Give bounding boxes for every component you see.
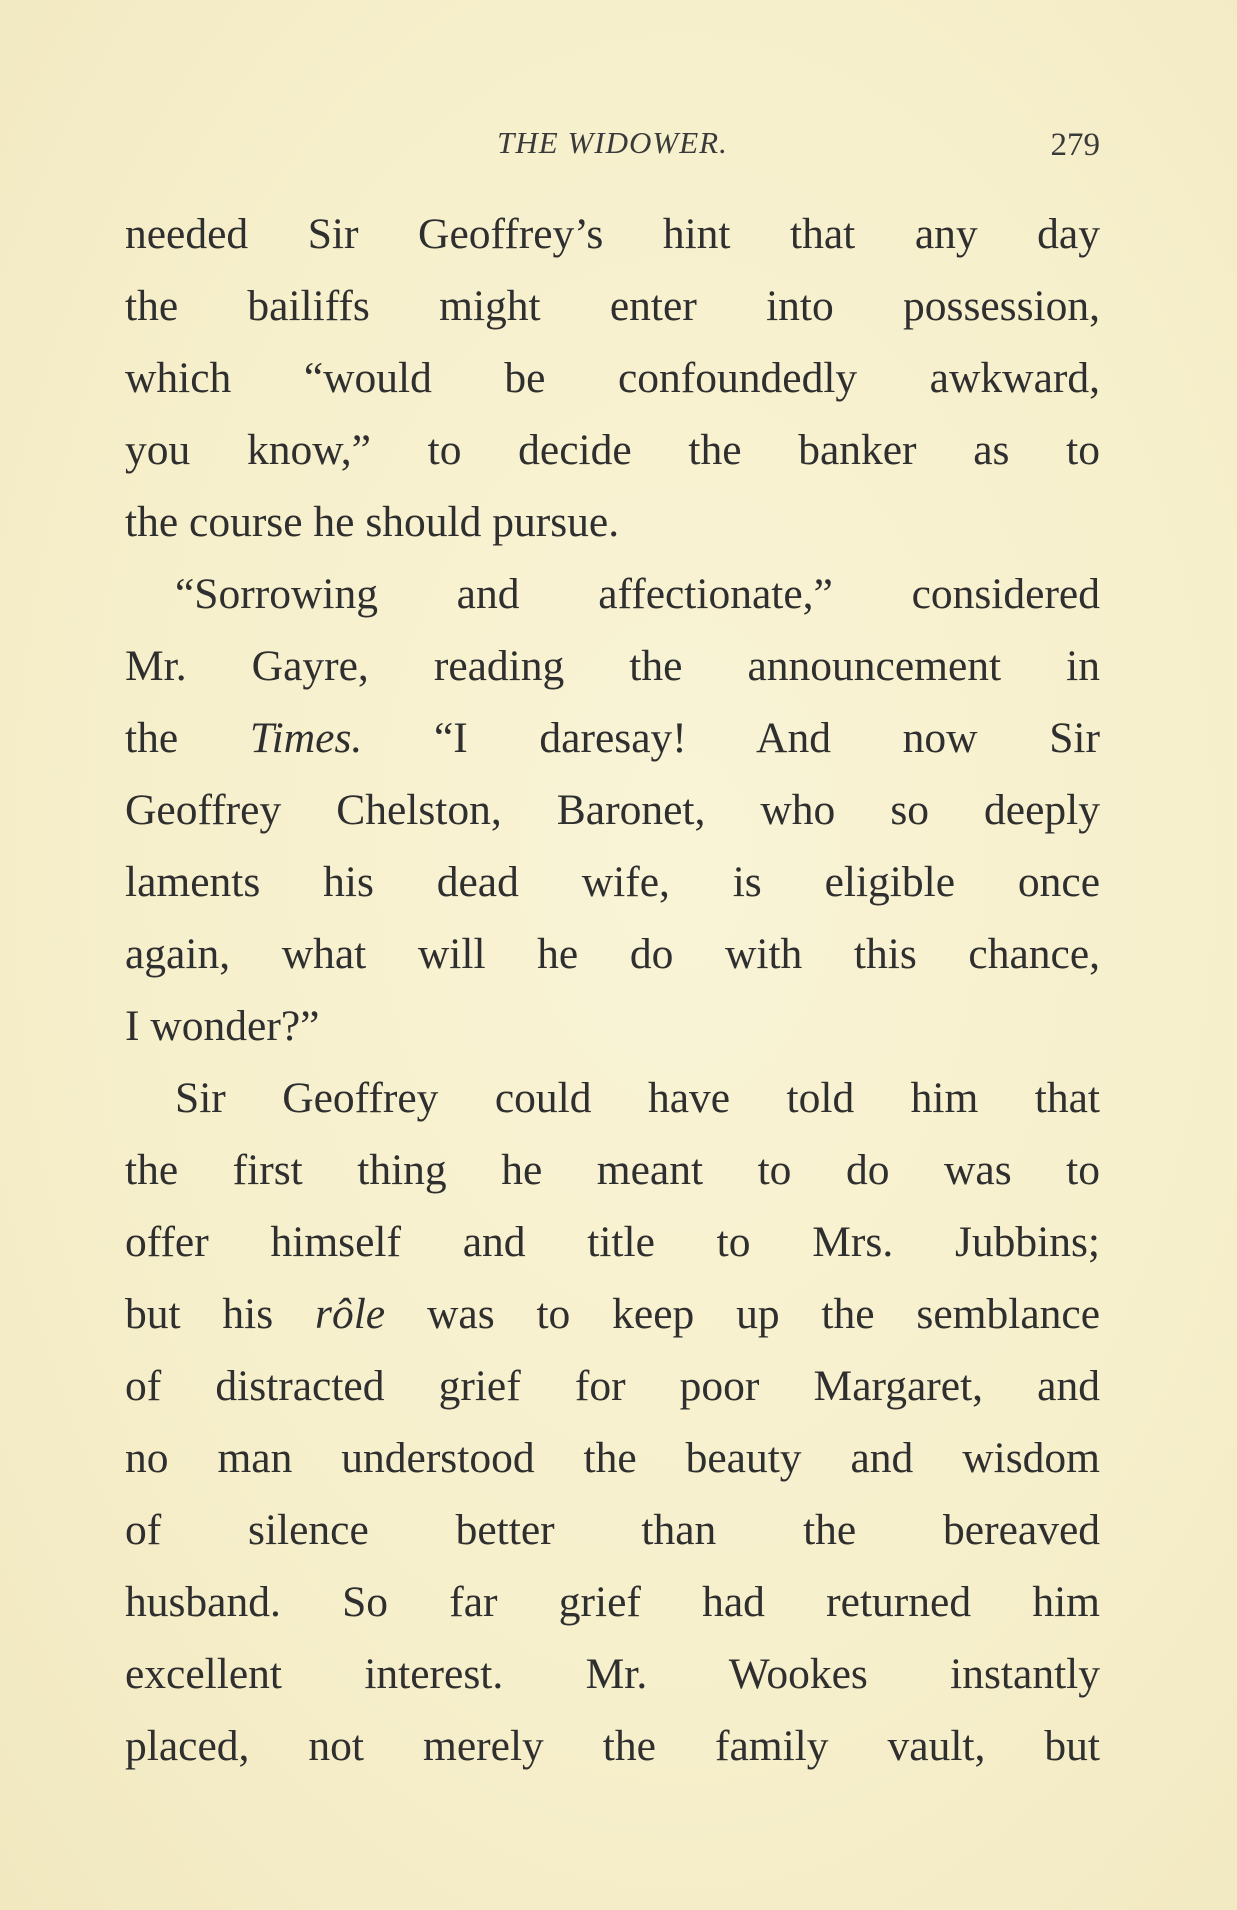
text-line bbox=[125, 414, 1100, 486]
text-segment: husband. So far grief had returned him bbox=[125, 1578, 1100, 1626]
text-line bbox=[125, 846, 1100, 918]
text-line bbox=[125, 342, 1100, 414]
text-segment: “I daresay! And now Sir bbox=[362, 714, 1100, 762]
text-segment: Sir Geoffrey could have told him that bbox=[175, 1074, 1100, 1122]
text-segment: placed, not merely the family vault, but bbox=[125, 1722, 1100, 1770]
text-line bbox=[125, 1638, 1100, 1710]
text-line bbox=[125, 558, 1100, 630]
text-line bbox=[125, 1422, 1100, 1494]
running-head bbox=[125, 125, 1100, 175]
text-segment: the bailiffs might enter into possession, bbox=[125, 282, 1100, 330]
text-line bbox=[125, 918, 1100, 990]
text-segment: the first thing he meant to do was to bbox=[125, 1146, 1100, 1194]
text-segment: of distracted grief for poor Margaret, and bbox=[125, 1362, 1100, 1410]
text-line bbox=[125, 486, 1100, 558]
text-line bbox=[125, 990, 1100, 1062]
text-segment: excellent interest. Mr. Wookes instantly bbox=[125, 1650, 1100, 1698]
text-segment: Mr. Gayre, reading the announcement in bbox=[125, 642, 1100, 690]
italic-text: Times. bbox=[249, 714, 363, 762]
italic-text: rôle bbox=[315, 1290, 386, 1338]
text-line bbox=[125, 1062, 1100, 1134]
text-line bbox=[125, 1566, 1100, 1638]
text-line bbox=[125, 198, 1100, 270]
text-line bbox=[125, 1710, 1100, 1782]
text-segment: I wonder?” bbox=[125, 1002, 320, 1050]
text-segment: of silence better than the bereaved bbox=[125, 1506, 1100, 1554]
text-segment: the course he should pursue. bbox=[125, 498, 620, 546]
text-segment: no man understood the beauty and wisdom bbox=[125, 1434, 1100, 1482]
text-segment: you know,” to decide the banker as to bbox=[125, 426, 1100, 474]
text-line bbox=[125, 270, 1100, 342]
text-segment: needed Sir Geoffrey’s hint that any day bbox=[125, 210, 1100, 258]
text-line bbox=[125, 1494, 1100, 1566]
text-line bbox=[125, 1206, 1100, 1278]
text-line bbox=[125, 774, 1100, 846]
text-segment: which “would be confoundedly awkward, bbox=[125, 354, 1100, 402]
running-title: THE WIDOWER. bbox=[497, 125, 728, 160]
text-line bbox=[125, 1278, 1100, 1350]
text-line bbox=[125, 702, 1100, 774]
text-segment: Geoffrey Chelston, Baronet, who so deeply bbox=[125, 786, 1100, 834]
page-number: 279 bbox=[1050, 127, 1100, 163]
text-segment: offer himself and title to Mrs. Jubbins; bbox=[125, 1218, 1100, 1266]
text-segment: “Sorrowing and affectionate,” considered bbox=[175, 570, 1100, 618]
text-segment: the bbox=[125, 714, 250, 762]
text-segment: again, what will he do with this chance, bbox=[125, 930, 1100, 978]
text-segment: laments his dead wife, is eligible once bbox=[125, 858, 1100, 906]
body-text bbox=[125, 198, 1100, 1782]
text-segment: was to keep up the semblance bbox=[385, 1290, 1100, 1338]
text-line bbox=[125, 630, 1100, 702]
text-segment: but his bbox=[125, 1290, 316, 1338]
text-line bbox=[125, 1134, 1100, 1206]
text-line bbox=[125, 1350, 1100, 1422]
